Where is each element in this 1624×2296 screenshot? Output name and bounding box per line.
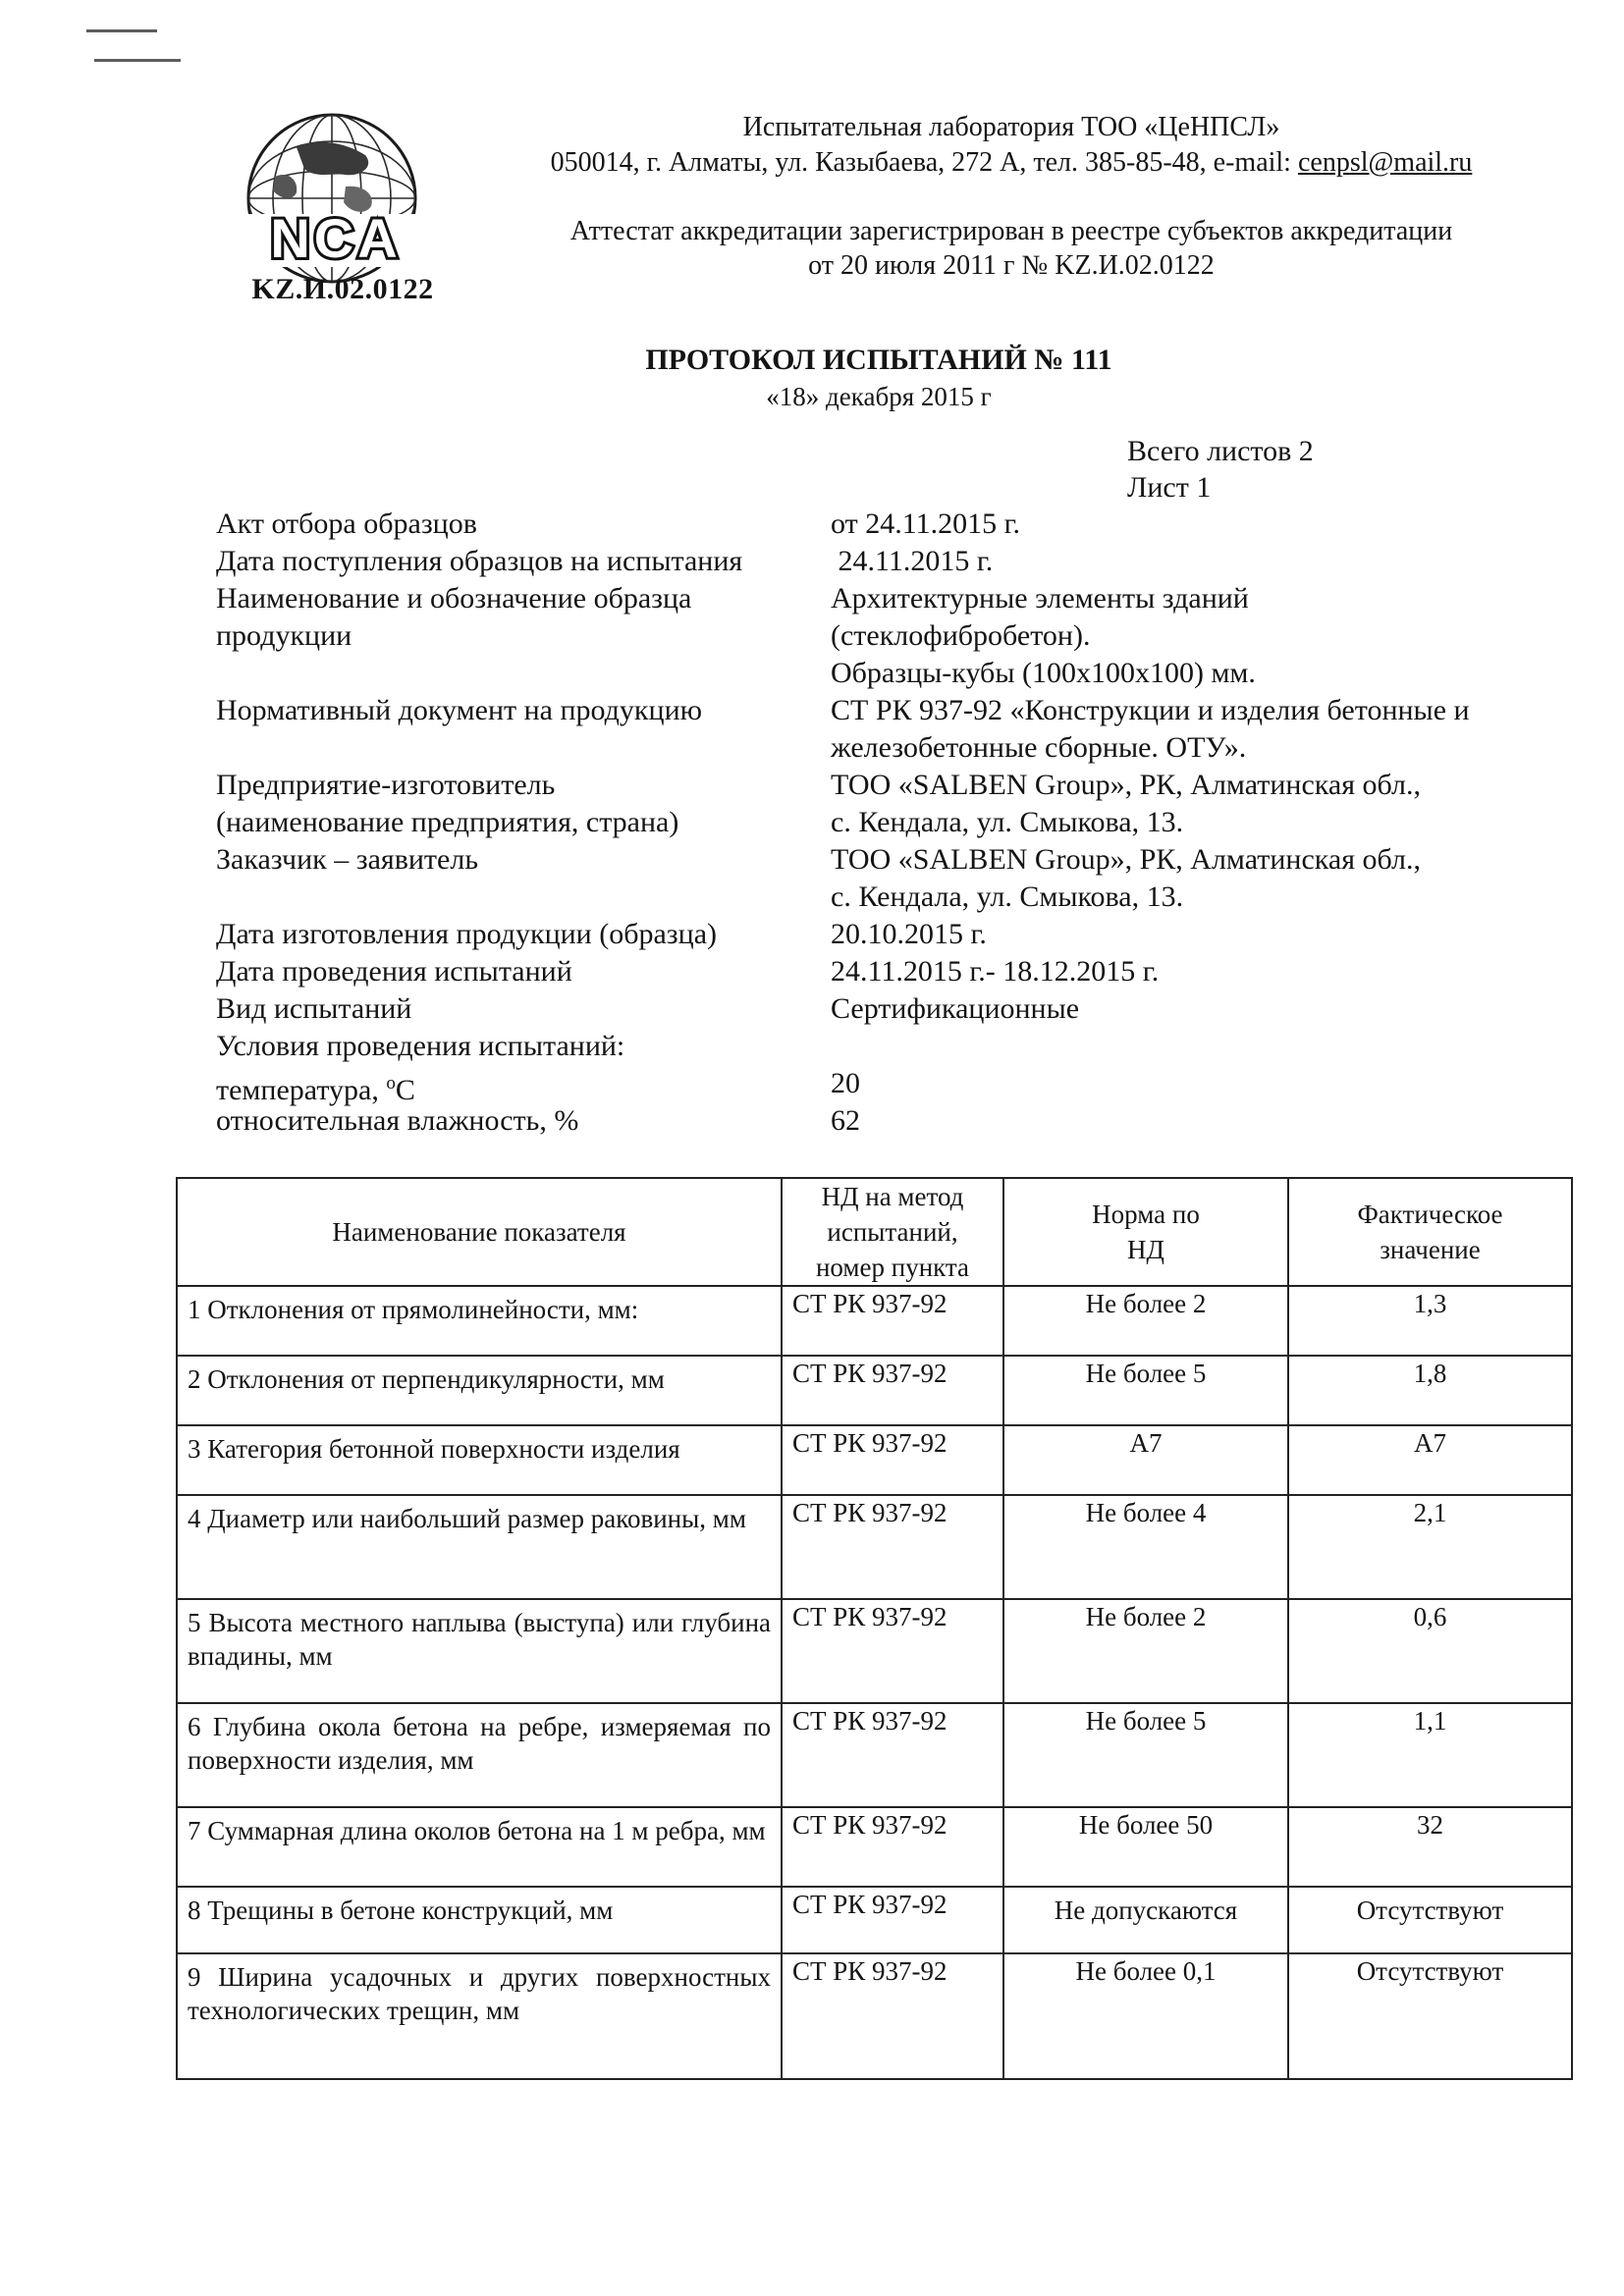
header-name: Наименование показателя (177, 1178, 782, 1286)
normdoc-value-2: железобетонные сборные. ОТУ». (831, 731, 1247, 764)
stray-mark-bottom (94, 59, 181, 62)
row-fact: Отсутствуют (1288, 1953, 1572, 2079)
accreditation-code: KZ.И.02.0122 (251, 273, 434, 305)
table-row (177, 1495, 1572, 1599)
customer-label: Заказчик – заявитель (216, 843, 479, 876)
row-name: 8 Трещины в бетоне конструкций, мм (177, 1887, 782, 1953)
header-method: НД на метод испытаний, номер пункта (782, 1178, 1003, 1286)
table-row (177, 1807, 1572, 1887)
row-method: СТ РК 937-92 (782, 1703, 1003, 1807)
row-norm: Не допускаются (1003, 1887, 1288, 1953)
row-norm: Не более 5 (1003, 1356, 1288, 1425)
temperature-label-text: температура, (216, 1074, 387, 1106)
production-date-label: Дата изготовления продукции (образца) (216, 918, 718, 950)
protocol-date: «18» декабря 2015 г (766, 382, 992, 411)
normdoc-value-1: СТ РК 937-92 «Конструкции и изделия бетонные и (831, 694, 1470, 726)
row-method: СТ РК 937-92 (782, 1953, 1003, 2079)
row-norm: Не более 2 (1003, 1286, 1288, 1356)
row-fact: 0,6 (1288, 1599, 1572, 1703)
row-name: 4 Диаметр или наибольший размер раковины, мм (177, 1495, 782, 1599)
row-name: 6 Глубина окола бетона на ребре, измеряемая по поверхности изделия, мм (177, 1703, 782, 1807)
row-fact: 1,8 (1288, 1356, 1572, 1425)
table-row (177, 1599, 1572, 1703)
humidity-label: относительная влажность, % (216, 1104, 579, 1137)
humidity-value: 62 (831, 1104, 860, 1137)
table-row (177, 1887, 1572, 1953)
production-date-value: 20.10.2015 г. (831, 918, 987, 950)
row-fact: 32 (1288, 1807, 1572, 1887)
row-method: СТ РК 937-92 (782, 1425, 1003, 1495)
lab-email-link[interactable]: cenpsl@mail.ru (1297, 147, 1473, 178)
sample-act-label: Акт отбора образцов (216, 507, 477, 540)
product-value-2: (стеклофибробетон). (831, 619, 1091, 652)
row-norm: Не более 50 (1003, 1807, 1288, 1887)
row-fact: А7 (1288, 1425, 1572, 1495)
results-table (176, 1177, 1573, 2080)
temperature-unit: С (395, 1074, 415, 1106)
total-sheets: Всего листов 2 (1127, 435, 1314, 467)
row-method: СТ РК 937-92 (782, 1356, 1003, 1425)
conditions-label: Условия проведения испытаний: (216, 1030, 625, 1062)
row-method: СТ РК 937-92 (782, 1599, 1003, 1703)
lab-address-text: 050014, г. Алматы, ул. Казыбаева, 272 А, тел. 385-85-48, e-mail: (550, 147, 1298, 178)
row-name: 5 Высота местного наплыва (выступа) или глубина впадины, мм (177, 1599, 782, 1703)
row-method: СТ РК 937-92 (782, 1887, 1003, 1953)
manufacturer-value-2: с. Кендала, ул. Смыкова, 13. (831, 806, 1184, 838)
table-row (177, 1425, 1572, 1495)
manufacturer-label-1: Предприятие-изготовитель (216, 769, 556, 801)
test-dates-label: Дата проведения испытаний (216, 955, 572, 988)
header-norm: Норма по НД (1003, 1178, 1288, 1286)
sample-act-value: от 24.11.2015 г. (831, 507, 1021, 540)
row-method: СТ РК 937-92 (782, 1495, 1003, 1599)
row-fact: 1,1 (1288, 1703, 1572, 1807)
product-value-3: Образцы-кубы (100х100х100) мм. (831, 657, 1256, 689)
sheet-number: Лист 1 (1127, 471, 1212, 504)
customer-value-2: с. Кендала, ул. Смыкова, 13. (831, 881, 1184, 913)
stray-mark-top (86, 29, 157, 32)
row-fact: Отсутствуют (1288, 1887, 1572, 1953)
accreditation-line-2: от 20 июля 2011 г № KZ.И.02.0122 (808, 250, 1215, 281)
row-name: 9 Ширина усадочных и других поверхностных технологических трещин, мм (177, 1953, 782, 2079)
table-header-row (177, 1178, 1572, 1286)
row-name: 3 Категория бетонной поверхности изделия (177, 1425, 782, 1495)
protocol-title: ПРОТОКОЛ ИСПЫТАНИЙ № 111 (645, 344, 1112, 376)
header-fact: Фактическое значение (1288, 1178, 1572, 1286)
row-norm: Не более 5 (1003, 1703, 1288, 1807)
row-name: 1 Отклонения от прямолинейности, мм: (177, 1286, 782, 1356)
row-fact: 1,3 (1288, 1286, 1572, 1356)
product-value-1: Архитектурные элементы зданий (831, 582, 1249, 614)
row-method: СТ РК 937-92 (782, 1807, 1003, 1887)
accreditation-line-1: Аттестат аккредитации зарегистрирован в реестре субъектов аккредитации (569, 216, 1453, 246)
customer-value-1: ТОО «SALBEN Group», РК, Алматинская обл., (831, 843, 1421, 876)
test-type-label: Вид испытаний (216, 992, 412, 1025)
temperature-value: 20 (831, 1067, 860, 1099)
manufacturer-value-1: ТОО «SALBEN Group», РК, Алматинская обл., (831, 769, 1421, 801)
row-norm: Не более 2 (1003, 1599, 1288, 1703)
row-norm: А7 (1003, 1425, 1288, 1495)
test-type-value: Сертификационные (831, 992, 1080, 1025)
test-dates-value: 24.11.2015 г.- 18.12.2015 г. (831, 955, 1160, 988)
lab-name: Испытательная лаборатория ТОО «ЦеНПСЛ» (742, 112, 1280, 142)
row-fact: 2,1 (1288, 1495, 1572, 1599)
product-label-2: продукции (216, 619, 352, 652)
row-method: СТ РК 937-92 (782, 1286, 1003, 1356)
product-label-1: Наименование и обозначение образца (216, 582, 692, 614)
table-row (177, 1953, 1572, 2079)
table-row (177, 1356, 1572, 1425)
receipt-date-value: 24.11.2015 г. (831, 545, 994, 577)
table-row (177, 1703, 1572, 1807)
table-row (177, 1286, 1572, 1356)
receipt-date-label: Дата поступления образцов на испытания (216, 545, 743, 577)
manufacturer-label-2: (наименование предприятия, страна) (216, 806, 679, 838)
normdoc-label: Нормативный документ на продукцию (216, 694, 703, 726)
logo-text: NCA (270, 207, 402, 269)
row-norm: Не более 0,1 (1003, 1953, 1288, 2079)
temperature-degree: o (386, 1073, 396, 1094)
row-name: 7 Суммарная длина околов бетона на 1 м ребра, мм (177, 1807, 782, 1887)
lab-address (461, 145, 1561, 181)
row-norm: Не более 4 (1003, 1495, 1288, 1599)
row-name: 2 Отклонения от перпендикулярности, мм (177, 1356, 782, 1425)
